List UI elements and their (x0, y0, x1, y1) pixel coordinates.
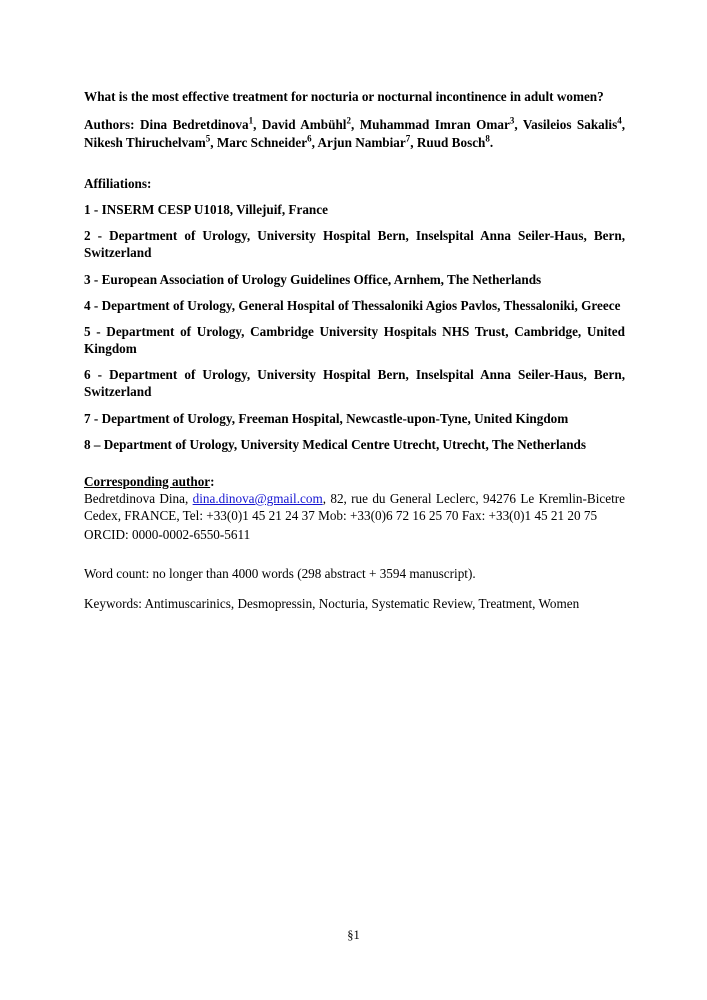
spacer (84, 151, 625, 175)
affiliation-item: 6 - Department of Urology, University Hospital Bern, Inselspital Anna Seiler-Haus, Bern, Switzerland (84, 367, 625, 400)
author-affiliation-marker: 8 (485, 133, 490, 144)
page-footer: §1 (347, 928, 360, 942)
word-count-line: Word count: no longer than 4000 words (298 abstract + 3594 manuscript). (84, 566, 476, 582)
affiliation-item: 8 – Department of Urology, University Medical Centre Utrecht, Utrecht, The Netherlands (84, 436, 587, 452)
spacer (84, 462, 625, 473)
page-title: What is the most effective treatment for nocturia or nocturnal incontinence in adult women? (84, 89, 604, 104)
author-name: Vasileios Sakalis$^4$, (522, 115, 626, 133)
author-name: Nikesh Thiruchelvam$^5$, (84, 133, 214, 150)
author-affiliation-marker: 7 (405, 133, 411, 144)
orcid-line: ORCID: 0000-0002-6550-5611 (84, 526, 251, 542)
corresponding-author-label: Corresponding author (84, 473, 211, 489)
affiliation-item: 7 - Department of Urology, Freeman Hospital, Newcastle-upon-Tyne, United Kingdom (84, 410, 569, 426)
author-name: Dina Bedretdinova$^1$, (140, 115, 257, 133)
authors-label: Authors: (84, 117, 135, 133)
author-affiliation-marker: 4 (617, 115, 622, 126)
affiliation-item: 5 - Department of Urology, Cambridge University Hospitals NHS Trust, Cambridge, United Kingdom (84, 323, 625, 357)
corresponding-author-colon: : (210, 473, 215, 489)
author-affiliation-marker: 5 (205, 133, 211, 144)
author-affiliation-marker: 1 (248, 115, 254, 126)
author-name: David Ambühl$^2$, (261, 115, 355, 133)
author-affiliation-marker: 6 (307, 133, 312, 144)
author-name: Arjun Nambiar$^7$, (317, 133, 414, 150)
author-name: Marc Schneider$^6$, (216, 133, 315, 150)
affiliation-item: 1 - INSERM CESP U1018, Villejuif, France (84, 202, 328, 218)
author-name: Muhammad Imran Omar$^3$, (359, 115, 518, 133)
corresponding-author-details (84, 490, 625, 525)
author-list (84, 116, 625, 151)
corresponding-author-heading (84, 473, 625, 490)
affiliation-item: 2 - Department of Urology, University Hospital Bern, Inselspital Anna Seiler-Haus, Bern, Switzerland (84, 228, 625, 261)
affiliation-item: 3 - European Association of Urology Guidelines Office, Arnhem, The Netherlands (84, 271, 542, 287)
author-affiliation-marker: 3 (509, 115, 515, 126)
corresponding-author-address: , 82, rue du General Leclerc, 94276 Le Kremlin-Bicetre Cedex, FRANCE, Tel: +33(0)1 45 21 24 37 Mob: +33(0)6 72 16 25 70 Fax: +33(0)1 45 21 20 75 (84, 491, 625, 524)
corresponding-author-name: Bedretdinova Dina, (84, 491, 193, 507)
author-affiliation-marker: 2 (346, 115, 351, 126)
author-name: Ruud Bosch$^8$. (416, 133, 494, 150)
affiliations-heading: Affiliations: (84, 176, 152, 191)
affiliation-item: 4 - Department of Urology, General Hospital of Thessaloniki Agios Pavlos, Thessaloniki, Greece (84, 297, 621, 313)
keywords-line: Keywords: Antimuscarinics, Desmopressin, Nocturia, Systematic Review, Treatment, Women (84, 595, 580, 611)
document-body (84, 88, 625, 612)
corresponding-author-email-link[interactable]: dina.dinova@gmail.com (192, 491, 323, 507)
